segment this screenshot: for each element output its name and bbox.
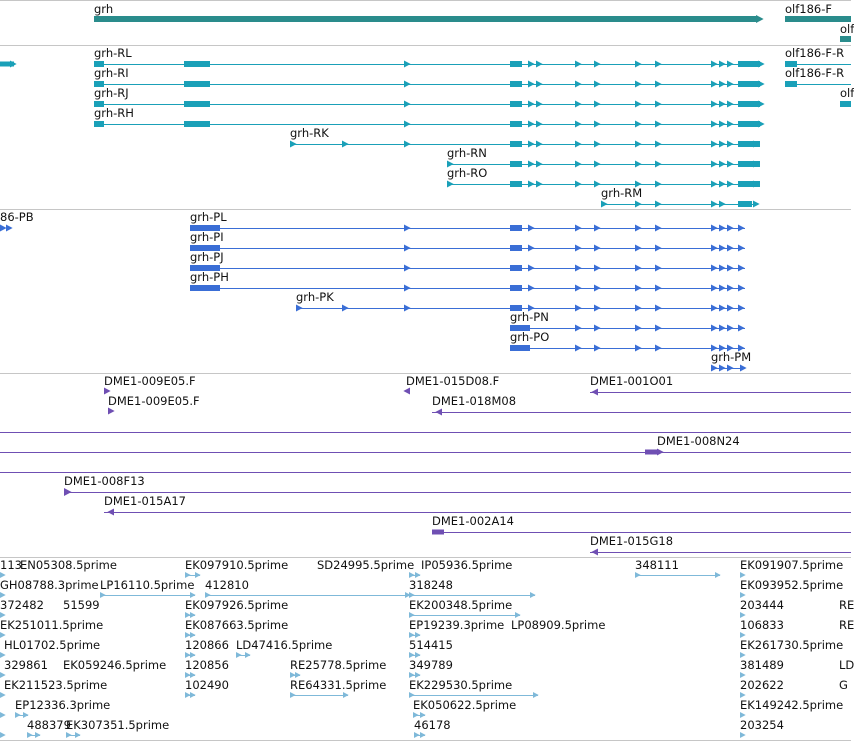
- cds-arrow: [528, 245, 535, 252]
- exon-arrow-right: [711, 81, 718, 88]
- est-arrow: [0, 712, 6, 718]
- exon-arrow-right: [635, 121, 642, 128]
- cds-arrow: [594, 345, 601, 352]
- cds-arrow: [635, 305, 642, 312]
- exon-block: [738, 81, 760, 87]
- exon-arrow-right: [528, 121, 535, 128]
- cds-arrow: [575, 285, 582, 292]
- cds-arrow: [655, 325, 662, 332]
- clone-end: [107, 509, 114, 516]
- est-label[interactable]: IP05936.5prime: [421, 558, 513, 572]
- exon-block: [738, 61, 760, 67]
- exon-block: [94, 121, 104, 127]
- cds-arrow: [711, 325, 718, 332]
- protein-label[interactable]: grh-PI: [190, 230, 224, 244]
- est-label[interactable]: 381489: [740, 658, 784, 672]
- cds-arrow: [655, 265, 662, 272]
- gene-label[interactable]: olf: [840, 22, 854, 36]
- exon-block: [184, 61, 210, 67]
- gene-body: [94, 16, 756, 22]
- exon-arrow-right: [655, 61, 662, 68]
- cds-arrow: [655, 225, 662, 232]
- protein-label[interactable]: grh-PO: [510, 330, 550, 344]
- cds-arrow: [727, 365, 734, 372]
- est-arrow: [75, 732, 81, 738]
- exon-arrow-right: [404, 101, 411, 108]
- clone-label[interactable]: DME1-008F13: [64, 474, 145, 488]
- exon-arrow-right: [528, 81, 535, 88]
- clone-label[interactable]: DME1-009E05.F: [104, 374, 196, 388]
- est-label[interactable]: 202622: [740, 678, 784, 692]
- exon-arrow-right: [575, 121, 582, 128]
- est-label[interactable]: EK229530.5prime: [409, 678, 513, 692]
- exon-block: [184, 81, 210, 87]
- cds-arrow: [594, 325, 601, 332]
- exon-arrow-right: [635, 101, 642, 108]
- cds-arrow: [655, 285, 662, 292]
- exon-arrow-right: [536, 141, 543, 148]
- clone-label[interactable]: DME1-015A17: [104, 494, 186, 508]
- clone-end: [403, 388, 410, 395]
- mrna-label[interactable]: grh-RN: [447, 146, 487, 160]
- cds-arrow: [719, 265, 726, 272]
- exon-arrow-right: [727, 61, 734, 68]
- est-label[interactable]: 120856: [185, 658, 229, 672]
- est-arrow: [0, 692, 6, 698]
- exon-block: [738, 101, 760, 107]
- exon-arrow-right: [575, 181, 582, 188]
- cds-arrow: [655, 345, 662, 352]
- est-arrow: [530, 592, 536, 598]
- cds-arrow: [727, 285, 734, 292]
- exon-arrow-right: [594, 181, 601, 188]
- exon-arrow-right: [528, 101, 535, 108]
- cds-arrow: [738, 245, 745, 252]
- est-label[interactable]: EK211523.5prime: [4, 678, 108, 692]
- est-label[interactable]: 203444: [740, 598, 784, 612]
- cds-arrow: [528, 285, 535, 292]
- exon-arrow-right: [342, 141, 349, 148]
- est-label[interactable]: HL01702.5prime: [4, 638, 101, 652]
- exon-block: [510, 101, 522, 107]
- est-label[interactable]: 372482: [0, 598, 44, 612]
- exon-arrow-right: [635, 161, 642, 168]
- cds-arrow: [635, 345, 642, 352]
- exon-arrow-right: [635, 141, 642, 148]
- cds-block: [510, 265, 522, 271]
- cds-block: [190, 285, 220, 291]
- exon-arrow-right: [727, 81, 734, 88]
- gene-label[interactable]: olf186-F: [785, 2, 832, 16]
- exon-arrow-right: [758, 121, 765, 128]
- est-arrow: [715, 572, 721, 578]
- exon-block: [840, 101, 851, 107]
- exon-block: [510, 61, 522, 67]
- mrna-label[interactable]: grh-RL: [94, 46, 132, 60]
- exon-arrow-right: [0, 225, 7, 232]
- est-label[interactable]: EK149242.5prime: [740, 698, 844, 712]
- est-label[interactable]: EK087663.5prime: [185, 618, 289, 632]
- est-arrow: [100, 592, 106, 598]
- cds-arrow: [635, 225, 642, 232]
- exon-arrow-right: [655, 101, 662, 108]
- est-label[interactable]: LD47416.5prime: [236, 638, 333, 652]
- est-label[interactable]: RE: [839, 598, 854, 612]
- est-label[interactable]: EK261730.5prime: [740, 638, 844, 652]
- clone-end: [435, 409, 442, 416]
- gene-body: [840, 36, 851, 42]
- exon-arrow-right: [719, 81, 726, 88]
- exon-arrow-right: [711, 141, 718, 148]
- clone-end: [108, 408, 115, 415]
- cds-block: [510, 245, 522, 251]
- cds-arrow: [575, 325, 582, 332]
- exon-arrow-right: [575, 101, 582, 108]
- exon-arrow-right: [727, 121, 734, 128]
- est-label[interactable]: 329861: [4, 658, 48, 672]
- exon-arrow-right: [536, 181, 543, 188]
- clone-label[interactable]: DME1-009E05.F: [108, 394, 200, 408]
- exon-block: [510, 121, 522, 127]
- cds-arrow: [404, 265, 411, 272]
- est-label[interactable]: EK307351.5prime: [66, 718, 170, 732]
- exon-arrow-right: [404, 81, 411, 88]
- exon-arrow-right: [635, 201, 642, 208]
- cds-arrow: [727, 245, 734, 252]
- est-label[interactable]: EK050622.5prime: [413, 698, 517, 712]
- cds-arrow: [575, 265, 582, 272]
- gene-label[interactable]: grh: [94, 2, 114, 16]
- mrna-label[interactable]: grh-RO: [447, 166, 488, 180]
- exon-arrow-right: [711, 181, 718, 188]
- exon-arrow-right: [290, 141, 297, 148]
- est-arrow: [236, 652, 242, 658]
- mrna-label[interactable]: grh-RI: [94, 66, 129, 80]
- gene-end-arrow: [756, 15, 764, 23]
- est-label[interactable]: 203254: [740, 718, 784, 732]
- est-label[interactable]: 51599: [63, 598, 100, 612]
- exon-arrow-right: [711, 61, 718, 68]
- protein-label[interactable]: grh-PH: [190, 270, 229, 284]
- est-arrow: [0, 732, 6, 738]
- exon-arrow-right: [594, 81, 601, 88]
- est-arrow: [740, 732, 746, 738]
- cds-arrow: [404, 225, 411, 232]
- exon-arrow-right: [575, 61, 582, 68]
- exon-arrow-right: [404, 121, 411, 128]
- exon-arrow-right: [711, 161, 718, 168]
- exon-arrow-right: [594, 121, 601, 128]
- exon-arrow-right: [655, 141, 662, 148]
- cds-arrow: [594, 225, 601, 232]
- exon-block: [510, 181, 522, 187]
- cds-arrow: [727, 305, 734, 312]
- cds-arrow: [575, 305, 582, 312]
- est-arrow: [245, 652, 251, 658]
- exon-arrow-right: [594, 61, 601, 68]
- clone-label[interactable]: DME1-001O01: [590, 374, 674, 388]
- cds-arrow: [575, 345, 582, 352]
- exon-arrow-right: [575, 141, 582, 148]
- est-label[interactable]: EK097910.5prime: [185, 558, 289, 572]
- cds-arrow: [594, 305, 601, 312]
- est-label[interactable]: 106833: [740, 618, 784, 632]
- cds-arrow: [711, 245, 718, 252]
- clone-label[interactable]: DME1-015G18: [590, 534, 674, 548]
- exon-block: [184, 121, 210, 127]
- exon-arrow-right: [594, 161, 601, 168]
- exon-arrow-right: [635, 61, 642, 68]
- exon-arrow-right: [727, 101, 734, 108]
- exon-arrow-right: [575, 161, 582, 168]
- exon-arrow-right: [655, 181, 662, 188]
- cds-arrow: [635, 245, 642, 252]
- exon-arrow-right: [536, 61, 543, 68]
- exon-arrow-right: [635, 81, 642, 88]
- cds-arrow: [594, 265, 601, 272]
- mrna-label[interactable]: grh-RH: [94, 106, 134, 120]
- exon-arrow-right: [536, 121, 543, 128]
- cds-block: [510, 285, 522, 291]
- exon-block: [510, 141, 522, 147]
- cds-arrow: [528, 225, 535, 232]
- cds-arrow: [738, 305, 745, 312]
- est-label[interactable]: 120866: [185, 638, 229, 652]
- exon-arrow-right: [447, 181, 454, 188]
- exon-arrow-right: [655, 121, 662, 128]
- exon-block: [510, 81, 522, 87]
- exon-arrow-right: [528, 61, 535, 68]
- cds-arrow: [738, 265, 745, 272]
- cds-arrow: [727, 225, 734, 232]
- exon-arrow-right: [719, 201, 726, 208]
- exon-arrow-right: [719, 141, 726, 148]
- exon-arrow-right: [594, 141, 601, 148]
- exon-arrow-right: [719, 181, 726, 188]
- exon-arrow-right: [753, 201, 760, 208]
- cds-arrow: [711, 265, 718, 272]
- mrna-label[interactable]: grh-RM: [601, 186, 643, 200]
- est-arrow: [35, 732, 41, 738]
- est-label[interactable]: LD: [839, 658, 854, 672]
- cds-block: [510, 345, 530, 351]
- est-arrow: [15, 712, 21, 718]
- est-arrow: [66, 732, 72, 738]
- est-label[interactable]: 318248: [409, 578, 453, 592]
- est-label[interactable]: EK093952.5prime: [740, 578, 844, 592]
- est-label[interactable]: 488379: [27, 718, 71, 732]
- exon-arrow-right: [711, 201, 718, 208]
- clone-label[interactable]: DME1-002A14: [432, 514, 514, 528]
- exon-arrow-right: [404, 61, 411, 68]
- est-arrow: [414, 732, 420, 738]
- protein-label[interactable]: 86-PB: [0, 210, 34, 224]
- protein-label[interactable]: grh-PJ: [190, 250, 224, 264]
- est-label[interactable]: EK097926.5prime: [185, 598, 289, 612]
- exon-arrow-right: [758, 101, 765, 108]
- cds-arrow: [594, 285, 601, 292]
- clone-end: [591, 389, 598, 396]
- est-label[interactable]: EN05308.5prime: [20, 558, 117, 572]
- clone-label[interactable]: DME1-008N24: [657, 434, 740, 448]
- exon-arrow-right: [655, 201, 662, 208]
- cds-arrow: [719, 245, 726, 252]
- est-arrow: [185, 692, 191, 698]
- est-label[interactable]: RE64331.5prime: [290, 678, 387, 692]
- cds-arrow: [296, 305, 303, 312]
- est-label[interactable]: RE: [839, 618, 854, 632]
- protein-label[interactable]: grh-PL: [190, 210, 227, 224]
- cds-arrow: [711, 225, 718, 232]
- cds-arrow: [738, 285, 745, 292]
- exon-arrow-right: [528, 181, 535, 188]
- exon-arrow-right: [6, 225, 13, 232]
- exon-arrow-right: [594, 101, 601, 108]
- exon-block: [785, 81, 797, 87]
- exon-arrow-right: [758, 61, 765, 68]
- cds-arrow: [727, 265, 734, 272]
- est-label[interactable]: 349789: [409, 658, 453, 672]
- cds-block: [510, 225, 522, 231]
- exon-arrow-right: [536, 161, 543, 168]
- est-label[interactable]: SD24995.5prime: [317, 558, 415, 572]
- exon-arrow-right: [528, 141, 535, 148]
- exon-arrow-right: [719, 101, 726, 108]
- est-arrow: [27, 732, 33, 738]
- cds-arrow: [719, 365, 726, 372]
- est-label[interactable]: 102490: [185, 678, 229, 692]
- clone-label[interactable]: DME1-015D08.F: [406, 374, 500, 388]
- est-label[interactable]: RE25778.5prime: [290, 658, 387, 672]
- est-label[interactable]: 412810: [205, 578, 249, 592]
- est-label[interactable]: EK059246.5prime: [63, 658, 167, 672]
- clone-label[interactable]: DME1-018M08: [432, 394, 517, 408]
- est-label[interactable]: G: [839, 678, 848, 692]
- est-label[interactable]: EP12336.3prime: [15, 698, 111, 712]
- mrna-label[interactable]: grh-RK: [290, 126, 329, 140]
- cds-arrow: [719, 325, 726, 332]
- cds-arrow: [342, 305, 349, 312]
- exon-block: [510, 161, 522, 167]
- exon-arrow-right: [719, 121, 726, 128]
- est-label[interactable]: 46178: [414, 718, 451, 732]
- cds-arrow: [635, 325, 642, 332]
- clone-end: [657, 449, 664, 456]
- protein-label[interactable]: grh-PK: [296, 290, 334, 304]
- exon-arrow-right: [655, 81, 662, 88]
- est-arrow: [635, 572, 641, 578]
- exon-arrow-right: [711, 101, 718, 108]
- exon-arrow-right: [758, 81, 765, 88]
- cds-arrow: [719, 285, 726, 292]
- cds-arrow: [575, 245, 582, 252]
- est-label[interactable]: LP08909.5prime: [511, 618, 606, 632]
- clone-end: [591, 549, 598, 556]
- cds-arrow: [528, 265, 535, 272]
- cds-arrow: [719, 225, 726, 232]
- est-label[interactable]: EK251011.5prime: [0, 618, 104, 632]
- exon-arrow-right: [655, 161, 662, 168]
- est-arrow: [290, 692, 296, 698]
- est-label[interactable]: 113: [0, 558, 22, 572]
- exon-block: [738, 201, 752, 207]
- est-label[interactable]: LP16110.5prime: [100, 578, 195, 592]
- clone-end: [64, 488, 72, 496]
- est-arrow: [195, 572, 201, 578]
- exon-arrow-right: [727, 141, 734, 148]
- est-label[interactable]: EK200348.5prime: [409, 598, 513, 612]
- cds-arrow: [655, 305, 662, 312]
- protein-label[interactable]: grh-PM: [711, 350, 752, 364]
- exon-arrow-right: [727, 161, 734, 168]
- cds-arrow: [711, 365, 718, 372]
- mrna-label[interactable]: olf186-F-R: [785, 66, 845, 80]
- cds-arrow: [404, 305, 411, 312]
- est-arrow: [533, 692, 539, 698]
- mrna-label[interactable]: grh-RJ: [94, 86, 129, 100]
- cds-arrow: [594, 245, 601, 252]
- cds-arrow: [635, 285, 642, 292]
- exon-block: [738, 121, 760, 127]
- exon-block: [184, 101, 210, 107]
- exon-arrow-right: [528, 161, 535, 168]
- cds-arrow: [738, 325, 745, 332]
- exon-arrow-right: [536, 101, 543, 108]
- cds-arrow: [575, 225, 582, 232]
- mrna-label[interactable]: olf: [840, 86, 854, 100]
- exon-arrow-right: [719, 61, 726, 68]
- mrna-label[interactable]: olf186-F-R: [785, 46, 845, 60]
- est-arrow: [343, 692, 349, 698]
- cds-arrow: [711, 305, 718, 312]
- protein-label[interactable]: grh-PN: [510, 310, 549, 324]
- cds-arrow: [655, 245, 662, 252]
- cds-arrow: [635, 265, 642, 272]
- est-label[interactable]: EK091907.5prime: [740, 558, 844, 572]
- cds-arrow: [740, 365, 747, 372]
- est-arrow: [420, 732, 426, 738]
- exon-arrow-right: [719, 161, 726, 168]
- exon-arrow-right: [711, 121, 718, 128]
- cds-arrow: [738, 225, 745, 232]
- est-label[interactable]: 514415: [409, 638, 453, 652]
- cds-arrow: [404, 285, 411, 292]
- cds-arrow: [719, 305, 726, 312]
- est-arrow: [190, 692, 196, 698]
- est-label[interactable]: EP19239.3prime: [409, 618, 505, 632]
- cds-arrow: [727, 325, 734, 332]
- exon-arrow-right: [575, 81, 582, 88]
- cds-arrow: [711, 285, 718, 292]
- est-label[interactable]: GH08788.3prime: [0, 578, 99, 592]
- exon-arrow-right: [727, 181, 734, 188]
- exon-arrow-right: [601, 201, 608, 208]
- exon-arrow-right: [536, 81, 543, 88]
- exon-arrow-right: [404, 141, 411, 148]
- est-label[interactable]: 348111: [635, 558, 679, 572]
- clone-block: [432, 530, 444, 535]
- cds-arrow: [404, 245, 411, 252]
- clone-block: [645, 450, 657, 455]
